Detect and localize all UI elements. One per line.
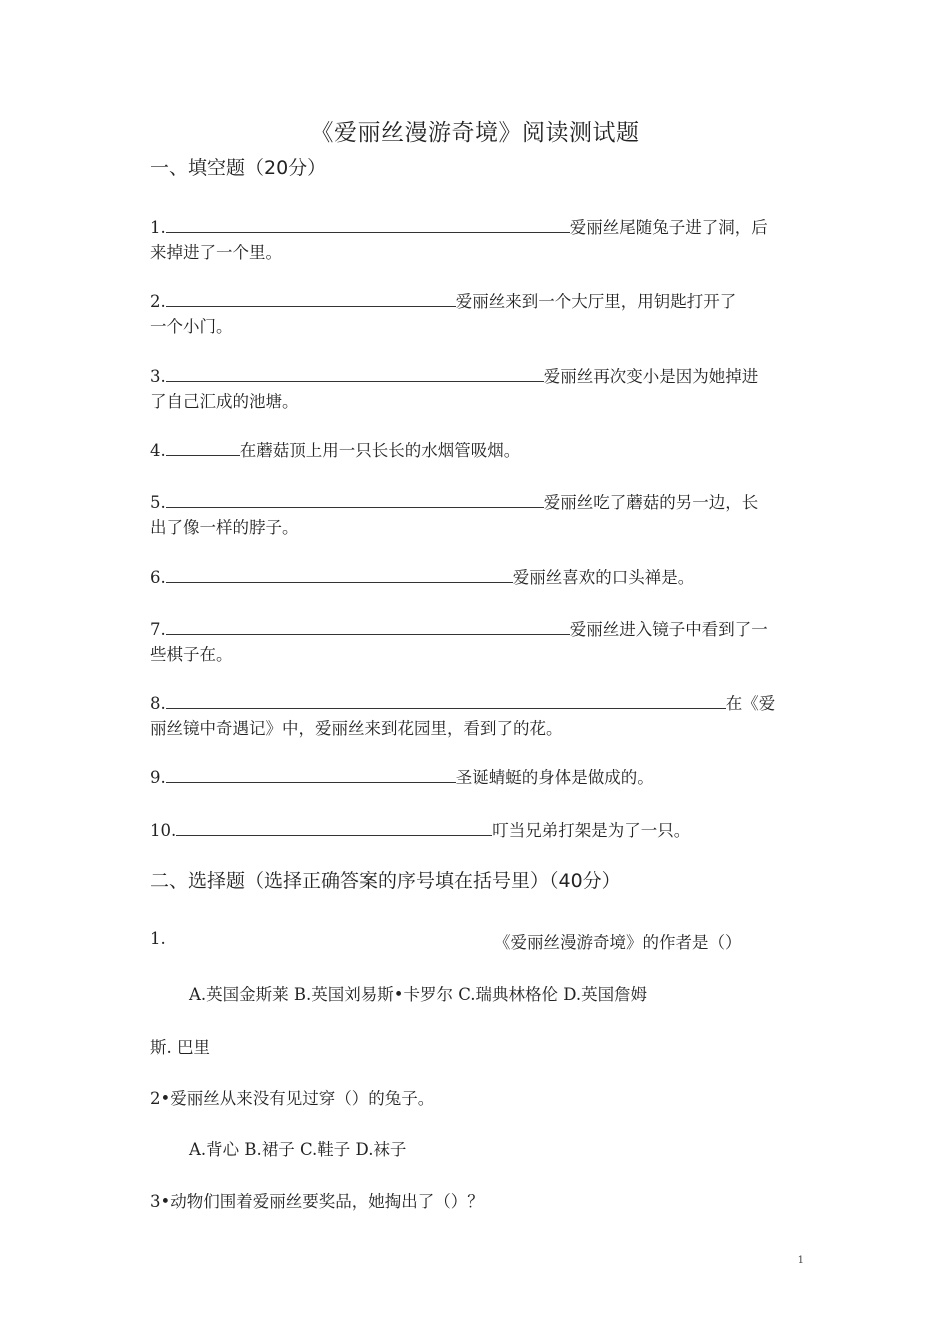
answer-blank[interactable] (166, 564, 513, 583)
question-text-cont: 了自己汇成的池塘。 (150, 392, 299, 411)
fill-question-3 (150, 363, 802, 414)
question-text-cont: 来掉进了一个里。 (150, 243, 282, 262)
fill-question-2 (150, 288, 802, 339)
fill-question-1 (150, 214, 802, 265)
page-number: 1 (797, 1255, 804, 1266)
question-number: 7. (150, 620, 166, 639)
answer-blank[interactable] (166, 363, 544, 382)
question-text: 爱丽丝进入镜子中看到了一 (569, 620, 768, 639)
question-number: 3. (150, 367, 166, 386)
choice-question-1-number: 1. (150, 929, 166, 948)
choice-question-2-text: 2•爱丽丝从来没有见过穿（）的兔子。 (150, 1089, 435, 1108)
question-number: 5. (150, 493, 166, 512)
question-number: 10. (150, 821, 177, 840)
answer-blank[interactable] (176, 817, 492, 836)
question-text: 爱丽丝尾随兔子进了洞，后 (569, 218, 768, 237)
answer-blank[interactable] (166, 616, 570, 635)
choice-question-1-options-cont: 斯. 巴里 (150, 1038, 210, 1057)
question-text: 圣诞蜻蜓的身体是做成的。 (455, 768, 654, 787)
question-text: 叮当兄弟打架是为了一只。 (492, 821, 691, 840)
question-number: 1. (150, 218, 166, 237)
question-text: 爱丽丝来到一个大厅里，用钥匙打开了 (455, 292, 737, 311)
answer-blank[interactable] (166, 288, 456, 307)
question-number: 8. (150, 694, 166, 713)
question-text: 爱丽丝再次变小是因为她掉进 (543, 367, 759, 386)
fill-question-4 (150, 437, 802, 463)
section-heading-choice: 二、选择题（选择正确答案的序号填在括号里）（40分） (150, 870, 621, 892)
fill-question-10 (150, 817, 802, 843)
choice-question-3-text: 3•动物们围着爱丽丝要奖品，她掏出了（）？ (150, 1192, 484, 1211)
question-text: 在蘑菇顶上用一只长长的水烟管吸烟。 (239, 441, 521, 460)
question-text: 爱丽丝喜欢的口头禅是。 (512, 568, 695, 587)
fill-question-9 (150, 764, 802, 790)
fill-question-8 (150, 690, 802, 741)
answer-blank[interactable] (166, 489, 544, 508)
answer-blank[interactable] (166, 437, 240, 456)
question-text: 在《爱 (725, 694, 776, 713)
question-text-cont: 出了像一样的脖子。 (150, 518, 299, 537)
fill-question-7 (150, 616, 802, 667)
question-text-cont: 丽丝镜中奇遇记》中，爱丽丝来到花园里，看到了的花。 (150, 719, 563, 738)
answer-blank[interactable] (166, 690, 726, 709)
choice-question-1-text: 《爱丽丝漫游奇境》的作者是（） (494, 933, 742, 952)
question-number: 9. (150, 768, 166, 787)
fill-question-6 (150, 564, 802, 590)
answer-blank[interactable] (166, 764, 456, 783)
question-text-cont: 一个小门。 (150, 317, 233, 336)
question-text: 爱丽丝吃了蘑菇的另一边，长 (543, 493, 759, 512)
section-heading-fill-in: 一、填空题（20分） (150, 157, 327, 179)
choice-question-1-options: A.英国金斯莱 B.英国刘易斯•卡罗尔 C.瑞典林格伦 D.英国詹姆 (189, 985, 648, 1004)
choice-question-2-options: A.背心 B.裙子 C.鞋子 D.袜子 (189, 1140, 407, 1159)
question-number: 2. (150, 292, 166, 311)
fill-question-5 (150, 489, 802, 540)
question-number: 6. (150, 568, 166, 587)
question-number: 4. (150, 441, 166, 460)
answer-blank[interactable] (166, 214, 570, 233)
question-text-cont: 些棋子在。 (150, 645, 233, 664)
page-title: 《爱丽丝漫游奇境》阅读测试题 (310, 120, 640, 146)
